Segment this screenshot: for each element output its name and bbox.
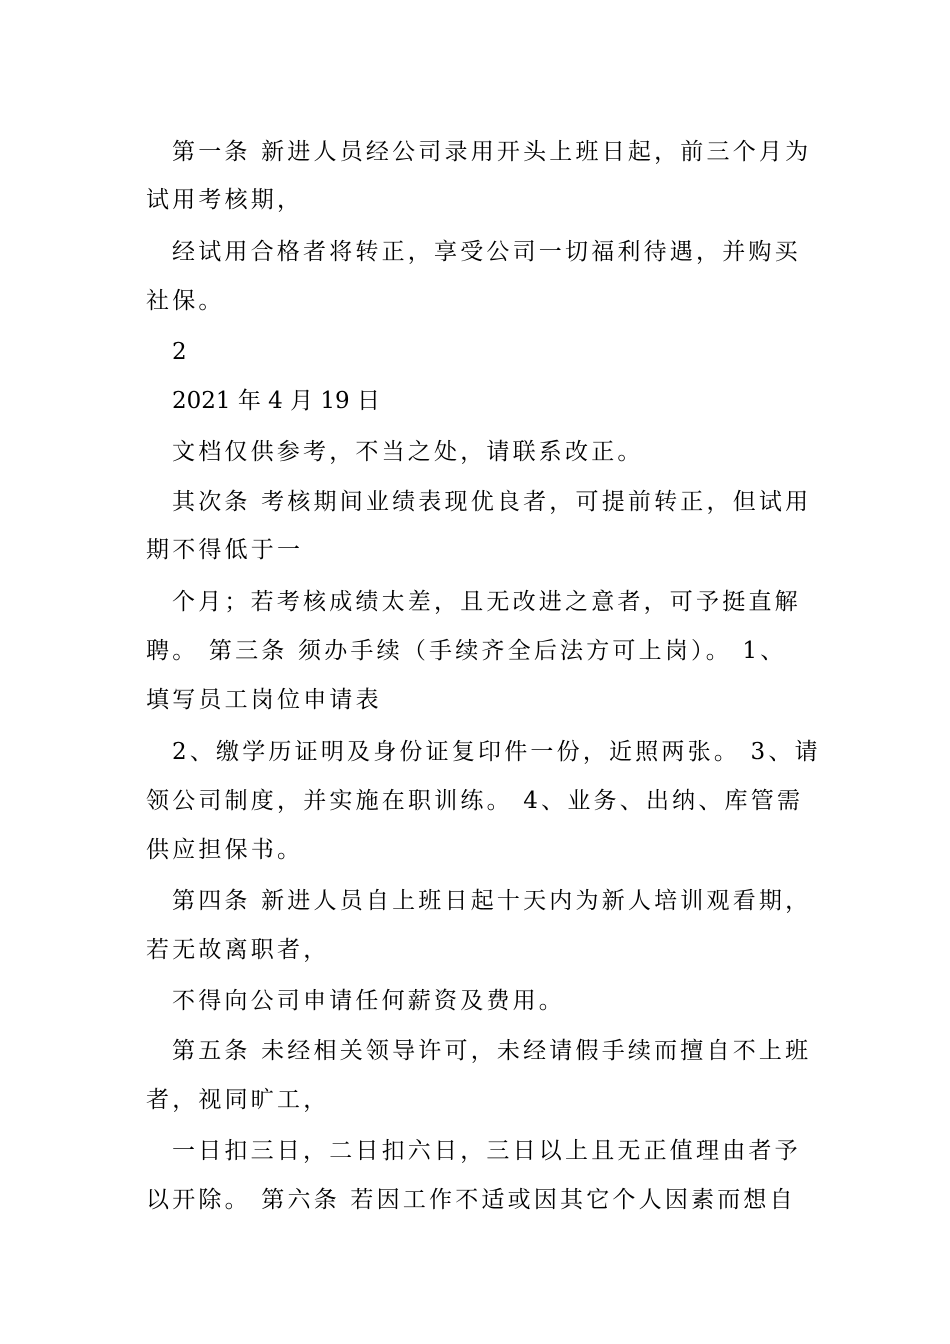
paragraph-article-6-line-1: 以开除。 第六条 若因工作不适或因其它个人因素而想自 <box>146 1187 796 1213</box>
paragraph-article-4-line-1: 第四条 新进人员自上班日起十天内为新人培训观看期， <box>172 888 812 914</box>
paragraph-article-2-line-2: 期不得低于一 <box>146 537 304 563</box>
page-number: 2 <box>172 339 187 365</box>
paragraph-probation-line-2: 社保。 <box>146 288 225 314</box>
paragraph-article-5-line-2: 者，视同旷工， <box>146 1087 330 1113</box>
paragraph-article-5-line-1: 第五条 未经相关领导许可，未经请假手续而擅自不上班 <box>172 1038 812 1064</box>
paragraph-article-1-line-1: 第一条 新进人员经公司录用开头上班日起，前三个月为 <box>172 139 812 165</box>
paragraph-article-4-line-3: 不得向公司申请任何薪资及费用。 <box>172 988 565 1014</box>
paragraph-article-2-line-1: 其次条 考核期间业绩表现优良者，可提前转正，但试用 <box>172 489 812 515</box>
paragraph-article-3-line-1: 聘。 第三条 须办手续（手续齐全后法方可上岗）。 1、 <box>146 638 787 664</box>
document-date: 2021 年 4 月 19 日 <box>172 388 380 414</box>
paragraph-article-3-line-4: 领公司制度，并实施在职训练。 4、业务、出纳、库管需 <box>146 788 804 814</box>
paragraph-article-3-line-5: 供应担保书。 <box>146 837 304 863</box>
paragraph-article-4-line-2: 若无故离职者， <box>146 937 330 963</box>
disclaimer-text: 文档仅供参考，不当之处，请联系改正。 <box>172 439 644 465</box>
paragraph-probation-line-1: 经试用合格者将转正，享受公司一切福利待遇，并购买 <box>172 239 801 265</box>
paragraph-article-3-line-3: 2、缴学历证明及身份证复印件一份，近照两张。 3、请 <box>172 739 821 765</box>
paragraph-article-5-line-3: 一日扣三日，二日扣六日，三日以上且无正值理由者予 <box>172 1138 801 1164</box>
paragraph-article-3-line-2: 填写员工岗位申请表 <box>146 687 382 713</box>
paragraph-article-2-line-3: 个月；若考核成绩太差，且无改进之意者，可予挺直解 <box>172 589 801 615</box>
paragraph-article-1-line-2: 试用考核期， <box>146 187 304 213</box>
